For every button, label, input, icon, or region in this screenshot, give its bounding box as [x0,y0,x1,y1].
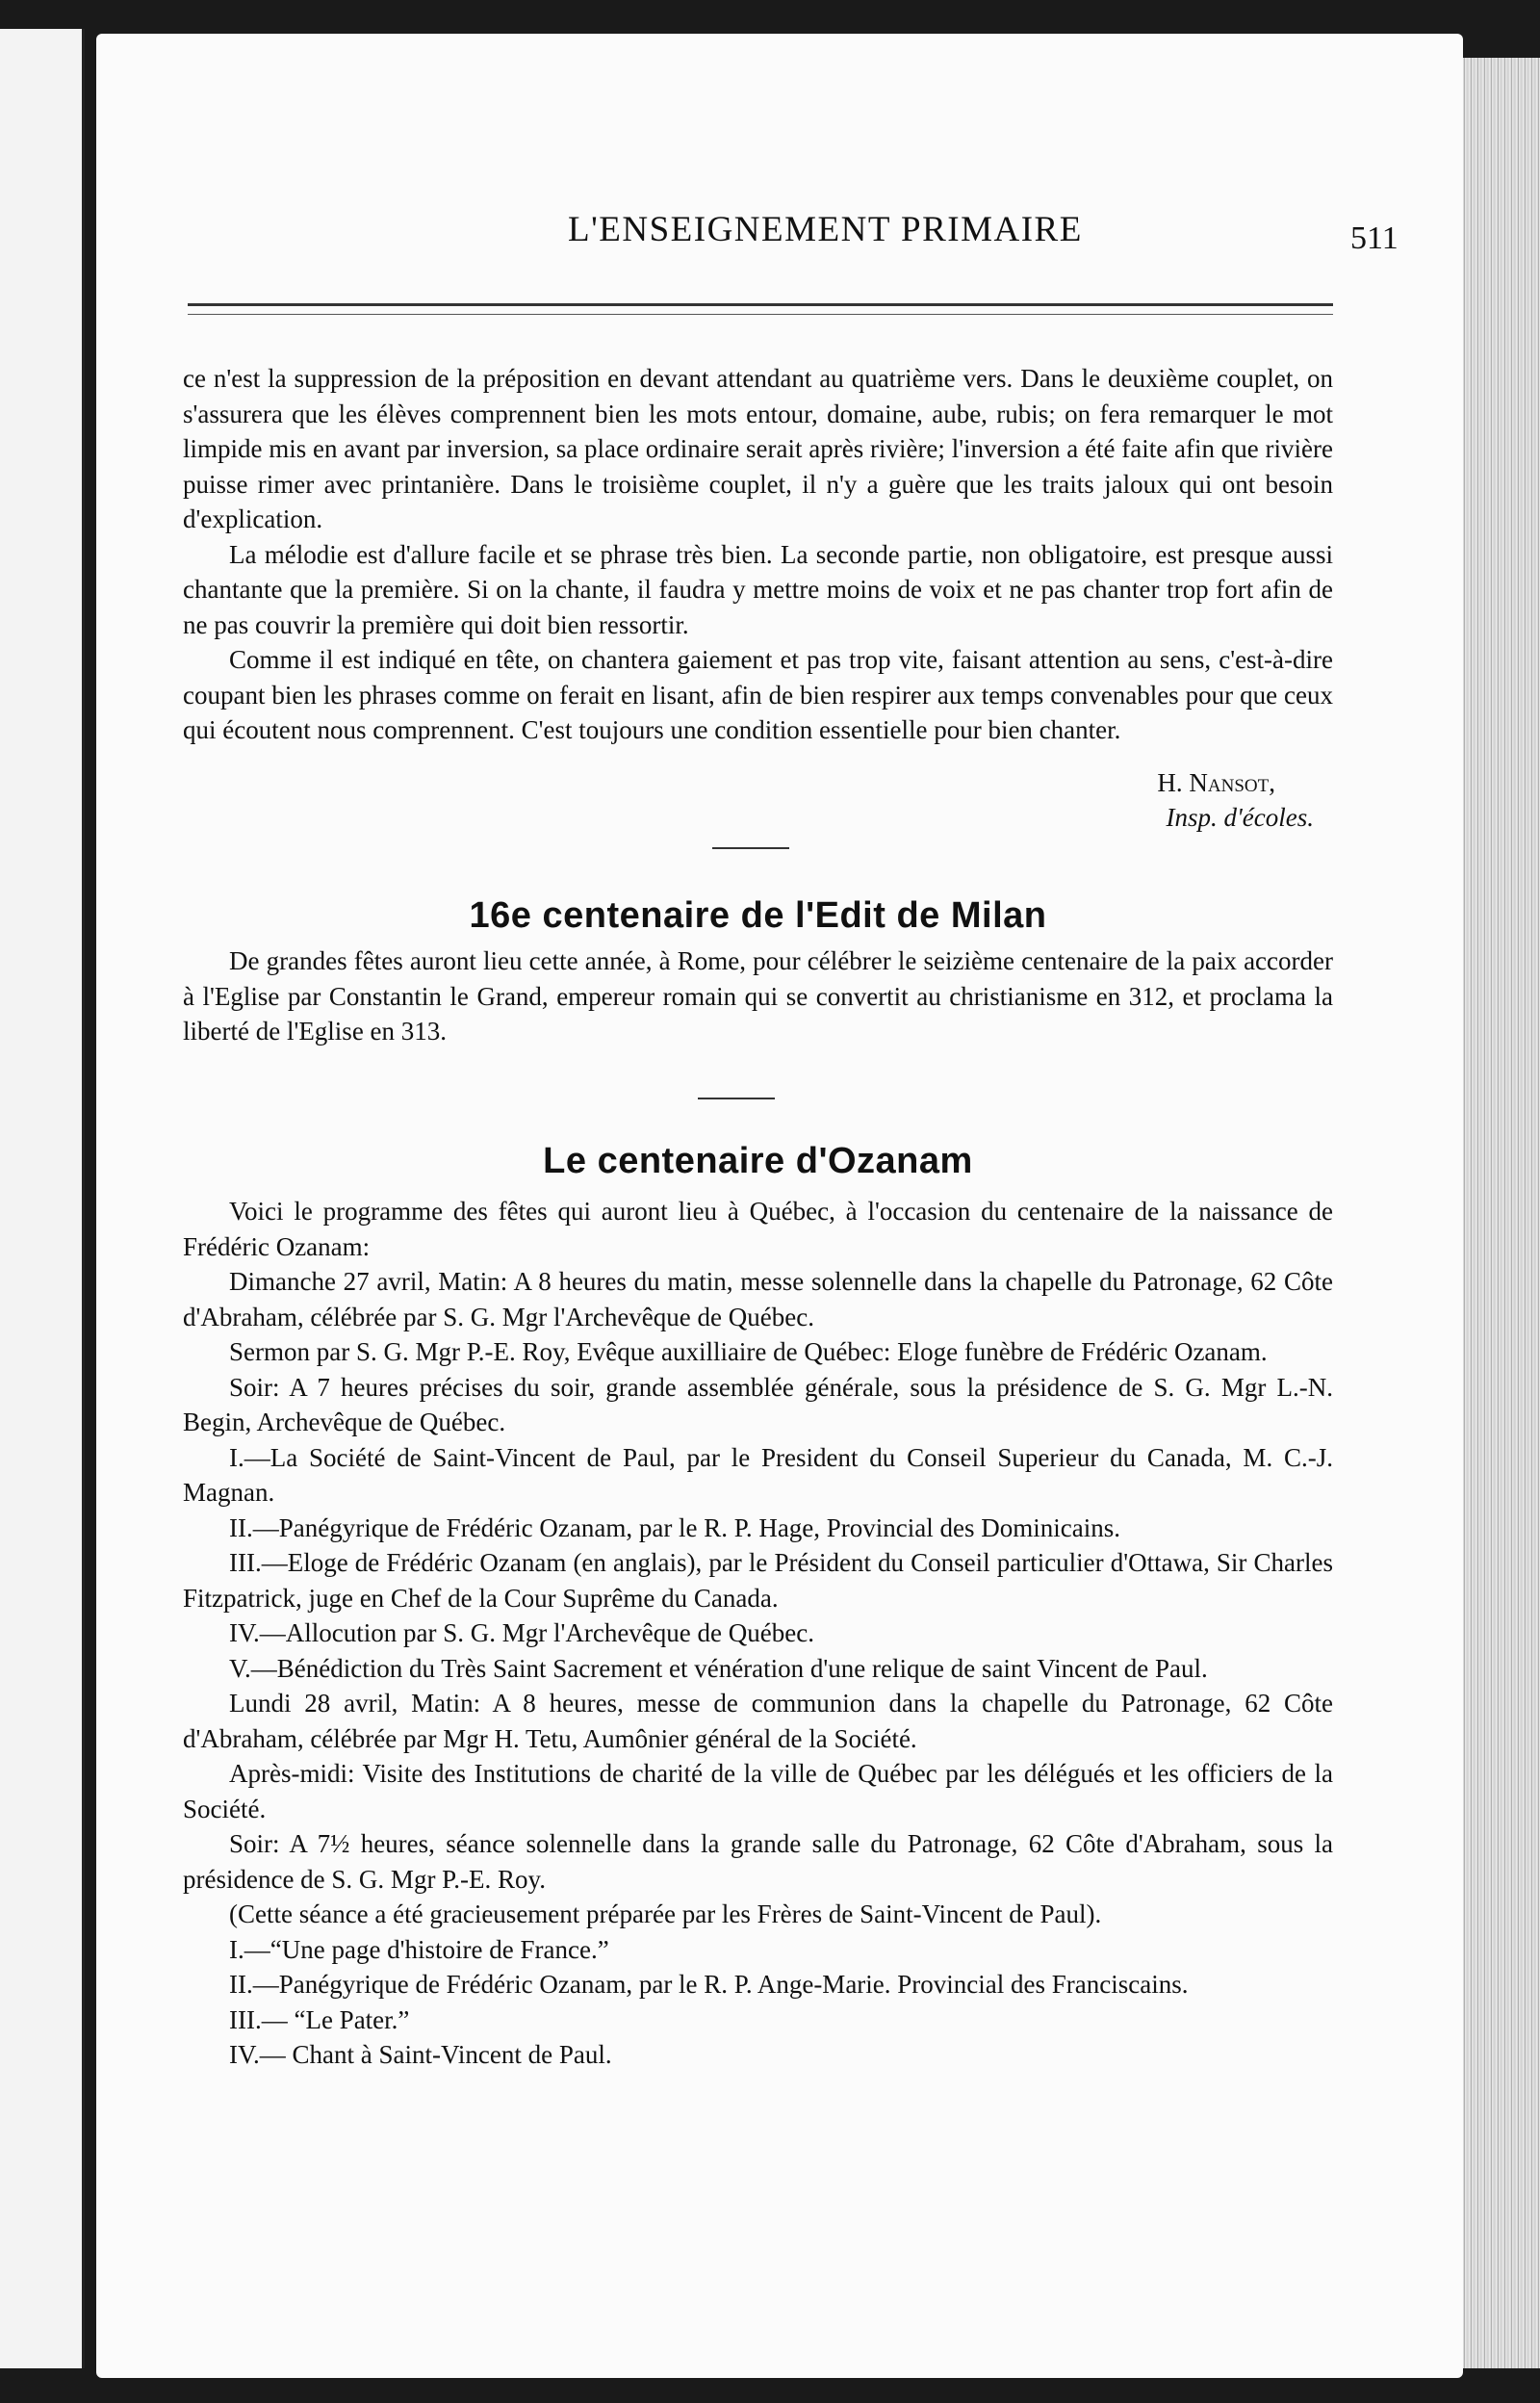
signature-name: H. Nansot, [1157,767,1275,797]
program-line: III.— “Le Pater.” [229,2004,410,2034]
program-line: II.—Panégyrique de Frédéric Ozanam, par le R. P. Ange-Marie. Provincial des Franciscains. [229,1970,1189,1999]
program-line: Lundi 28 avril, Matin: A 8 heures, messe de communion dans la chapelle du Patronage, 62 Côte d'Abraham, célébrée par Mgr H. Tetu, Aumônier général de la Société. [183,1689,1333,1753]
section-title-ozanam: Le centenaire d'Ozanam [543,1141,973,1181]
program-line: Dimanche 27 avril, Matin: A 8 heures du matin, messe solennelle dans la chapelle du Patronage, 62 Côte d'Abraham, célébrée par S. G. Mgr l'Archevêque de Québec. [183,1267,1333,1331]
signature-title: Insp. d'écoles. [1166,803,1314,832]
previous-page-sliver [0,29,85,2368]
program-line: IV.—Allocution par S. G. Mgr l'Archevêque de Québec. [229,1618,814,1647]
program-line: II.—Panégyrique de Frédéric Ozanam, par le R. P. Hage, Provincial des Dominicains. [229,1512,1120,1542]
paragraph: Comme il est indiqué en tête, on chantera gaiement et pas trop vite, faisant attention au sens, c'est-à-dire coupant bien les phrases comme on ferait en lisant, afin de bien respirer aux temps convenables pour que ceux qui écoutent nous comprennent. C'est toujours une condition essentielle pour bien chanter. [183,645,1333,744]
program-line: III.—Eloge de Frédéric Ozanam (en anglais), par le Président du Conseil particulier d'Ottawa, Sir Charles Fitzpatrick, juge en Chef de la Cour Suprême du Canada. [183,1548,1333,1613]
program-line: I.—“Une page d'histoire de France.” [229,1934,609,1964]
paragraph: De grandes fêtes auront lieu cette année, à Rome, pour célébrer le seizième centenaire de la paix accorder à l'Eglise par Constantin le Grand, empereur romain qui se convertit au christianisme en 312, et proclama la liberté de l'Eglise en 313. [183,946,1333,1046]
program-line: Sermon par S. G. Mgr P.-E. Roy, Evêque auxilliaire de Québec: Eloge funèbre de Frédéric Ozanam. [229,1337,1268,1366]
paragraph: La mélodie est d'allure facile et se phrase très bien. La seconde partie, non obligatoire, est presque aussi chantante que la première. Si on la chante, il faudra y mettre moins de voix et ne pas chanter trop fort afin de ne pas couvrir la première qui doit bien ressortir. [183,539,1333,639]
running-head: L'ENSEIGNEMENT PRIMAIRE [568,210,1083,249]
program-line: Soir: A 7½ heures, séance solennelle dans la grande salle du Patronage, 62 Côte d'Abraham, sous la présidence de S. G. Mgr P.-E. Roy. [183,1829,1333,1894]
section-divider [698,1098,775,1099]
page-number: 511 [1350,220,1399,256]
paragraph: Voici le programme des fêtes qui auront lieu à Québec, à l'occasion du centenaire de la naissance de Frédéric Ozanam: [183,1197,1333,1261]
section-edit-milan [183,943,1333,1049]
program-line: (Cette séance a été gracieusement préparée par les Frères de Saint-Vincent de Paul). [229,1899,1102,1928]
page-header [188,209,1429,267]
section-title-edit-milan: 16e centenaire de l'Edit de Milan [469,895,1047,936]
section-ozanam [183,1194,1333,2073]
document-page [96,34,1463,2378]
program-line: Soir: A 7 heures précises du soir, grande assemblée générale, sous la présidence de S. G. Mgr L.-N. Begin, Archevêque de Québec. [183,1372,1333,1436]
program-line: I.—La Société de Saint-Vincent de Paul, par le President du Conseil Superieur du Canada, M. C.-J. Magnan. [183,1442,1333,1507]
program-line: IV.— Chant à Saint-Vincent de Paul. [229,2040,612,2069]
program-line: V.—Bénédiction du Très Saint Sacrement et vénération d'une relique de saint Vincent de Paul. [229,1653,1208,1683]
header-rule [188,303,1333,315]
section-divider [712,847,789,849]
program-line: Après-midi: Visite des Institutions de charité de la ville de Québec par les délégués et les officiers de la Société. [183,1759,1333,1823]
section-singing-notes [183,361,1333,836]
paragraph: ce n'est la suppression de la préposition en devant attendant au quatrième vers. Dans le deuxième couplet, on s'assurera que les élèves comprennent bien les mots entour, domaine, aube, rubis; on fera remarquer le mot limpide mis en avant par inversion, sa place ordinaire serait après rivière; l'inversion a été faite afin que rivière puisse rimer avec printanière. Dans le troisième couplet, il n'y a guère que les traits jaloux qui ont besoin d'explication. [183,364,1333,533]
